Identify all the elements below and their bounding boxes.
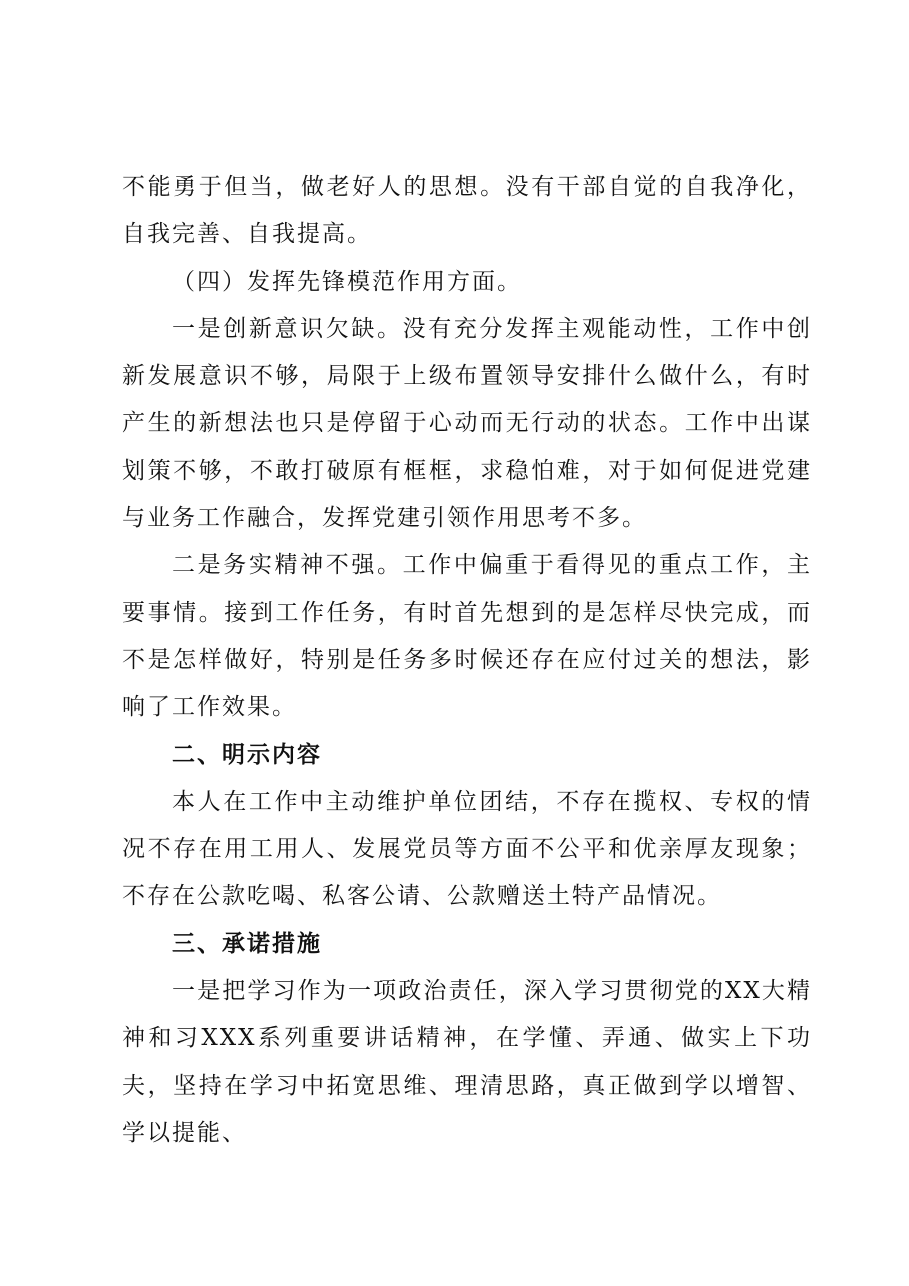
document-body [122,164,812,1157]
paragraph-disclosure: 本人在工作中主动维护单位团结，不存在揽权、专权的情况不存在用工用人、发展党员等方面不公平和优亲厚友现象；不存在公款吃喝、私客公请、公款赠送土特产品情况。 [122,788,812,910]
section-heading-commitments: 三、承诺措施 [172,930,322,957]
section-heading-disclosure: 二、明示内容 [172,741,322,768]
paragraph-commitment-study: 一是把学习作为一项政治责任，深入学习贯彻党的XX大精神和习XXX系列重要讲话精神，在学懂、弄通、做实上下功夫，坚持在学习中拓宽思维、理清思路，真正做到学以增智、学以提能、 [122,978,812,1146]
paragraph-innovation: 一是创新意识欠缺。没有充分发挥主观能动性，工作中创新发展意识不够，局限于上级布置领导安排什么做什么，有时产生的新想法也只是停留于心动而无行动的状态。工作中出谋划策不够，不敢打破原有框框，求稳怕难，对于如何促进党建与业务工作融合，发挥党建引领作用思考不多。 [122,315,812,532]
subsection-title: （四）发挥先锋模范作用方面。 [172,268,522,295]
paragraph-pragmatism: 二是务实精神不强。工作中偏重于看得见的重点工作，主要事情。接到工作任务，有时首先想到的是怎样尽快完成，而不是怎样做好，特别是任务多时候还存在应付过关的想法，影响了工作效果。 [122,552,812,721]
paragraph-continuation: 不能勇于但当，做老好人的思想。没有干部自觉的自我净化，自我完善、自我提高。 [122,174,812,248]
